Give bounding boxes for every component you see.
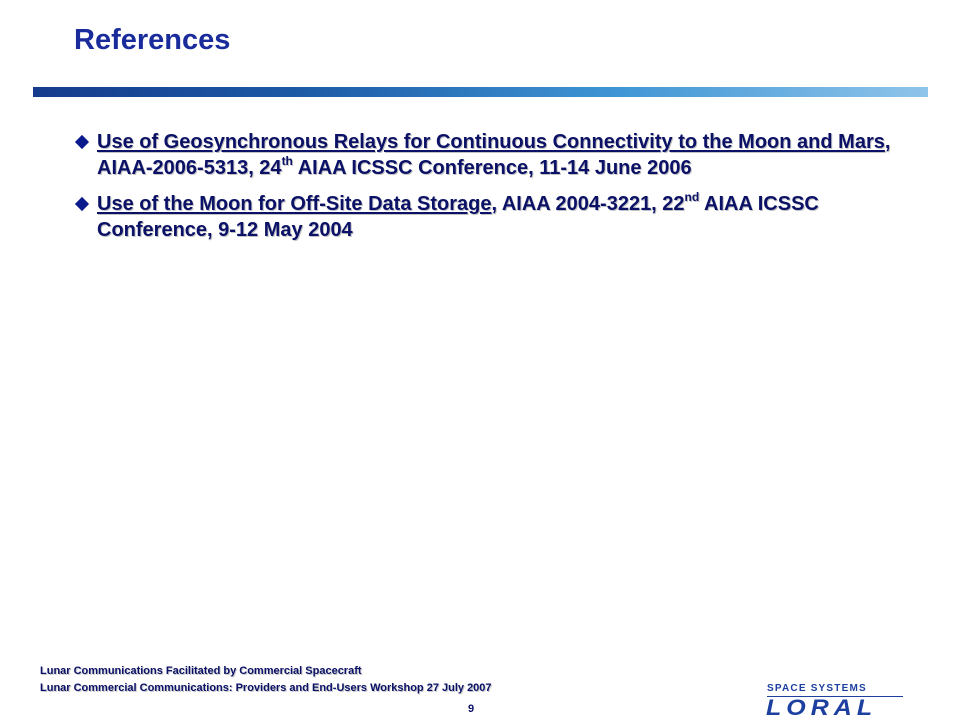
footer-presentation-title: Lunar Communications Facilitated by Commercial Spacecraft xyxy=(40,665,362,677)
reference-item xyxy=(75,129,905,181)
reference-citation-prefix: , AIAA-2006-5313, 24 xyxy=(97,131,891,179)
reference-title-link[interactable]: Use of the Moon for Off-Site Data Storage xyxy=(97,193,492,215)
reference-citation-suffix: AIAA ICSSC Conference, 11-14 June 2006 xyxy=(292,157,692,179)
slide-title: References xyxy=(74,24,231,56)
title-divider xyxy=(33,87,928,97)
reference-citation-suffix: AIAA ICSSC Conference, 9-12 May 2004 xyxy=(97,193,819,241)
diamond-bullet-icon xyxy=(75,135,89,149)
reference-title-link[interactable]: Use of Geosynchronous Relays for Continuous Connectivity to the Moon and Mars xyxy=(97,131,885,153)
ordinal-suffix: nd xyxy=(684,190,700,204)
reference-list xyxy=(75,129,905,253)
logo-main-text: LORAL xyxy=(766,695,878,721)
diamond-bullet-icon xyxy=(75,197,89,211)
reference-citation-prefix: , AIAA 2004-3221, 22 xyxy=(491,193,685,215)
ordinal-suffix: th xyxy=(281,154,293,168)
reference-item xyxy=(75,191,905,243)
space-systems-loral-logo xyxy=(764,683,906,721)
footer xyxy=(40,663,492,697)
footer-workshop-line: Lunar Commercial Communications: Providers and End-Users Workshop 27 July 2007 xyxy=(40,682,492,694)
page-number: 9 xyxy=(468,703,475,715)
logo-top-text: SPACE SYSTEMS xyxy=(767,683,867,694)
